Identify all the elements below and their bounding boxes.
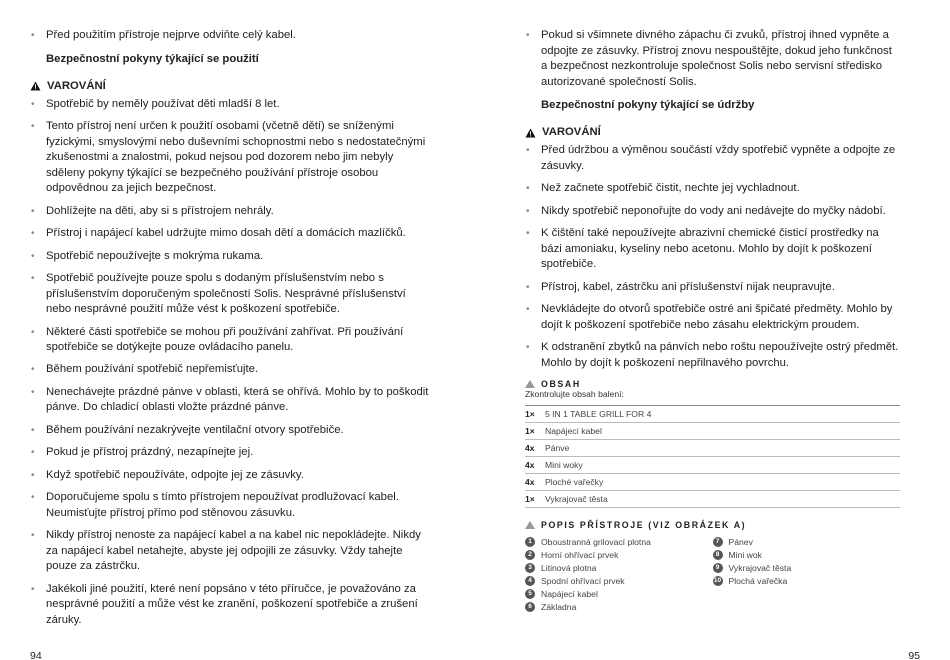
list-item: • Nikdy spotřebič neponořujte do vody ani nedávejte do myčky nádobí. (525, 204, 900, 220)
part-label: Mini wok (728, 549, 762, 560)
qty-cell: 1× (525, 491, 545, 508)
warning-heading (30, 79, 430, 94)
intro-bullet: • Před použitím přístroje nejprve odviňte celý kabel. (30, 28, 430, 44)
triangle-icon (525, 521, 535, 529)
part-label: Základna (541, 601, 577, 612)
item-cell: 5 IN 1 TABLE GRILL FOR 4 (545, 406, 900, 423)
part-label: Horní ohřívací prvek (541, 549, 619, 560)
part-label: Plochá vařečka (728, 575, 788, 586)
part-number: 4 (525, 576, 535, 586)
item-cell: Ploché vařečky (545, 474, 900, 491)
list-item: • K čištění také nepoužívejte abrazivní chemické čisticí prostředky na bázi amoniaku, kyseliny nebo acetonu. Mohlo by dojít k poškození spotřebiče. (525, 226, 900, 273)
contents-subtitle: Zkontrolujte obsah balení: (525, 389, 624, 400)
part-label: Spodní ohřívací prvek (541, 575, 625, 586)
list-item: • Nikdy přístroj nenoste za napájecí kabel a na kabel nic nepokládejte. Nikdy za napájecí kabel netahejte, abyste jej odpojili ze zásuvky. Vždy tahejte pouze za zástrčku. (30, 528, 430, 575)
part-number: 10 (713, 577, 722, 585)
list-item: • Doporučujeme spolu s tímto přístrojem nepoužívat prodlužovací kabel. Neumisťujte přístroj přímo pod stěnovou zásuvku. (30, 490, 430, 521)
list-item (525, 535, 713, 548)
list-item: • Tento přístroj není určen k použití osobami (včetně dětí) se sníženými fyzickými, smyslovými nebo duševními schopnostmi nebo s nedostatečnými zkušenostmi a znalostmi, pokud nejsou pod dozorem nebo jim nebyly sděleny pokyny týkající se bezpečného používání přístroje osobou odpovědnou za jejich bezpečnost. (30, 119, 430, 197)
page-number: 94 (30, 650, 42, 660)
list-item: • Dohlížejte na děti, aby si s přístrojem nehrály. (30, 204, 430, 220)
parts-list (525, 535, 900, 613)
item-cell: Mini woky (545, 457, 900, 474)
left-column (30, 28, 430, 635)
part-number: 9 (713, 563, 723, 573)
list-item: • Některé části spotřebiče se mohou při používání zahřívat. Při používání spotřebiče se dotýkejte pouze ovládacího panelu. (30, 325, 430, 356)
part-number: 8 (713, 550, 723, 560)
contents-table (525, 405, 900, 508)
warning-icon (525, 128, 536, 138)
page-number: 95 (908, 650, 920, 660)
warning-label: VAROVÁNÍ (542, 126, 601, 139)
section-subheading: Bezpečnostní pokyny týkající se údržby (541, 99, 755, 112)
list-item: • Než začnete spotřebič čistit, nechte jej vychladnout. (525, 181, 900, 197)
list-item (525, 600, 713, 613)
section-subheading: Bezpečnostní pokyny týkající se použití (46, 52, 259, 65)
part-number: 5 (525, 589, 535, 599)
list-item: • Přístroj, kabel, zástrčku ani příslušenství nijak neupravujte. (525, 280, 900, 296)
part-number: 3 (525, 563, 535, 573)
right-column (525, 28, 900, 613)
part-number: 2 (525, 550, 535, 560)
qty-cell: 4x (525, 457, 545, 474)
list-item: • Nevkládejte do otvorů spotřebiče ostré ani špičaté předměty. Mohlo by dojít k poškození spotřebiče nebo zásahu elektrickým proudem. (525, 302, 900, 333)
list-item (713, 535, 901, 548)
list-item (713, 548, 901, 561)
parts-heading (525, 520, 900, 530)
warning-label: VAROVÁNÍ (47, 79, 106, 92)
part-number: 7 (713, 537, 723, 547)
list-item: • Když spotřebič nepoužíváte, odpojte jej ze zásuvky. (30, 468, 430, 484)
intro-bullet: • Pokud si všimnete divného zápachu či zvuků, přístroj ihned vypněte a odpojte ze zásuvky. Přístroj znovu nespouštějte, dokud jeho funkčnost a bezpečnost nezkontroluje společnost Solis nebo servisní středisko autorizované společností Solis. (525, 28, 900, 90)
part-number: 6 (525, 602, 535, 612)
list-item (525, 561, 713, 574)
list-item (525, 587, 713, 600)
list-item (713, 561, 901, 574)
part-label: Vykrajovač těsta (728, 562, 792, 573)
list-item: • Spotřebič používejte pouze spolu s dodaným příslušenstvím nebo s příslušenstvím doporučeným společností Solis. Nesprávné příslušenství nebo nesprávné použití může vést k poškození spotřebiče. (30, 271, 430, 318)
list-item: • Během používání nezakrývejte ventilační otvory spotřebiče. (30, 423, 430, 439)
list-item (525, 574, 713, 587)
parts-column (713, 535, 901, 613)
list-item: • Pokud je přístroj prázdný, nezapínejte jej. (30, 445, 430, 461)
qty-cell: 1× (525, 406, 545, 423)
contents-section (525, 379, 900, 508)
qty-cell: 1× (525, 423, 545, 440)
warning-icon (30, 81, 41, 91)
part-label: Oboustranná grilovací plotna (541, 536, 651, 547)
table-row (525, 491, 900, 508)
parts-column (525, 535, 713, 613)
list-item: • Jakékoli jiné použití, které není popsáno v této příručce, je považováno za nesprávné použití a může vést ke zranění, poškození spotřebiče a zrušení záruky. (30, 582, 430, 629)
list-item (713, 574, 901, 587)
list-item: • Přístroj i napájecí kabel udržujte mimo dosah dětí a domácích mazlíčků. (30, 226, 430, 242)
item-cell: Napájecí kabel (545, 423, 900, 440)
part-label: Napájecí kabel (541, 588, 598, 599)
bullet-list (525, 143, 900, 371)
parts-section (525, 520, 900, 613)
bullet-list (30, 97, 430, 629)
list-item: • Během používání spotřebič nepřemisťujte. (30, 362, 430, 378)
right-page (475, 0, 950, 660)
list-item: • Před údržbou a výměnou součástí vždy spotřebič vypněte a odpojte ze zásuvky. (525, 143, 900, 174)
parts-title: POPIS PŘÍSTROJE (VIZ OBRÁZEK A) (541, 520, 747, 531)
table-row (525, 423, 900, 440)
contents-heading (525, 379, 900, 389)
table-row (525, 440, 900, 457)
table-row (525, 406, 900, 423)
list-item (525, 548, 713, 561)
list-item: • K odstranění zbytků na pánvích nebo roštu nepoužívejte ostrý předmět. Mohlo by dojít k poškození nepřilnavého povrchu. (525, 340, 900, 371)
list-item: • Nenechávejte prázdné pánve v oblasti, která se ohřívá. Mohlo by to poškodit pánve. Do chladicí oblasti vložte prázdné pánve. (30, 385, 430, 416)
item-cell: Vykrajovač těsta (545, 491, 900, 508)
list-item: • Spotřebič by neměly používat děti mladší 8 let. (30, 97, 430, 113)
item-cell: Pánve (545, 440, 900, 457)
contents-title: OBSAH (541, 379, 581, 390)
warning-heading (525, 125, 900, 140)
triangle-icon (525, 380, 535, 388)
table-row (525, 474, 900, 491)
list-item: • Spotřebič nepoužívejte s mokrýma rukama. (30, 249, 430, 265)
table-row (525, 457, 900, 474)
qty-cell: 4x (525, 474, 545, 491)
part-label: Pánev (728, 536, 753, 547)
part-number: 1 (525, 537, 535, 547)
part-label: Litinová plotna (541, 562, 597, 573)
qty-cell: 4x (525, 440, 545, 457)
